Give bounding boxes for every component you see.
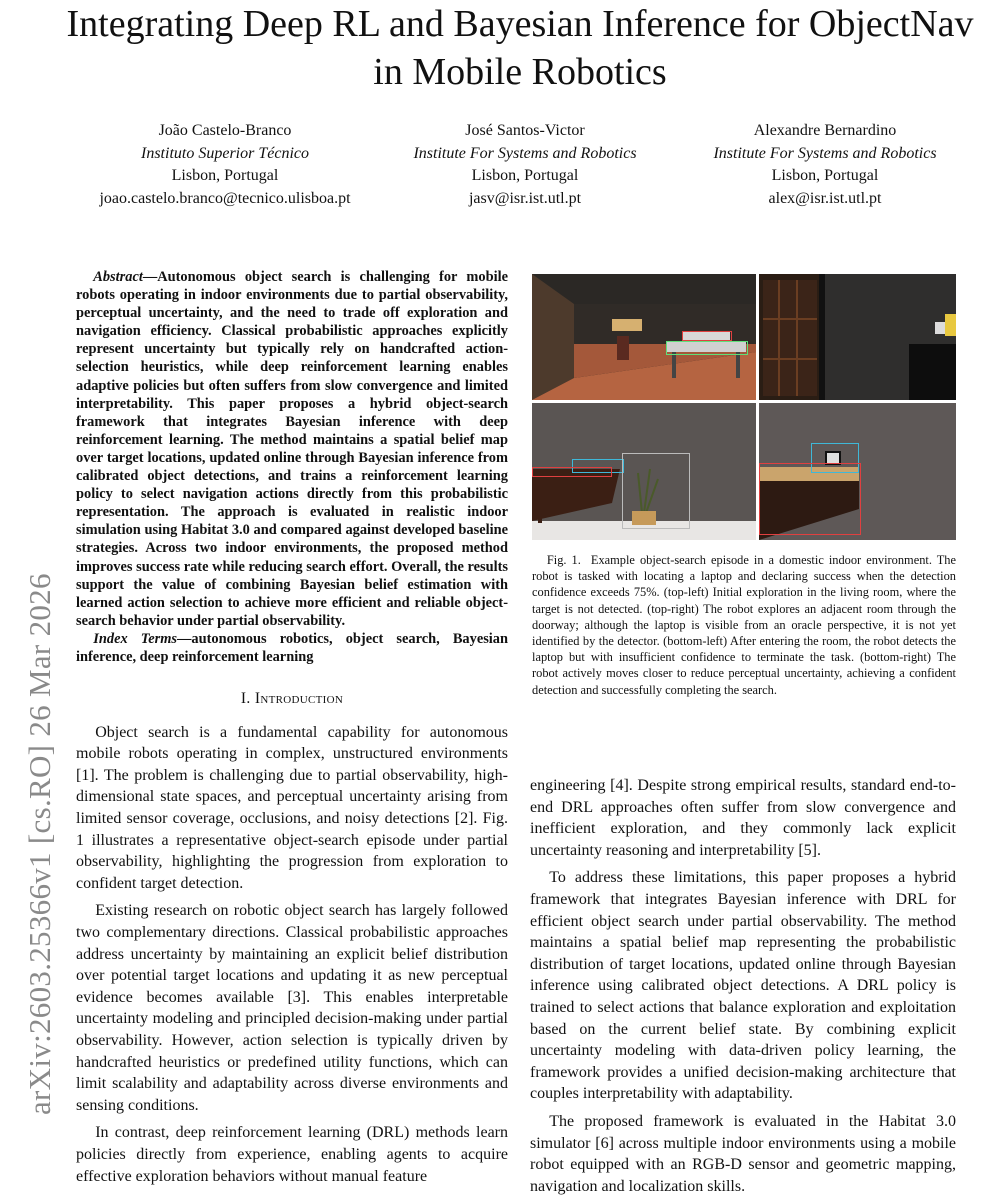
figure-panel-top-right [759, 274, 956, 400]
detection-box [682, 331, 732, 341]
detection-box [666, 341, 748, 355]
author-block [75, 120, 975, 210]
author-1 [75, 120, 375, 210]
author-location: Lisbon, Portugal [471, 167, 579, 184]
detection-box [622, 453, 690, 529]
section-number: I. [240, 690, 251, 708]
paragraph: In contrast, deep reinforcement learning (DRL) methods learn policies directly from experience, enabling agents to acquire effective exploration behaviors without manual feature [76, 1124, 508, 1185]
author-name: Alexandre Bernardino [753, 122, 897, 139]
author-affiliation: Institute For Systems and Robotics [413, 144, 637, 162]
author-affiliation: Institute For Systems and Robotics [713, 144, 937, 162]
author-2 [375, 120, 675, 210]
figure-panel-bottom-right [759, 403, 956, 540]
paragraph: Object search is a fundamental capability for autonomous mobile robots operating in complex, unstructured environments [1]. The problem is challenging due to partial observability, high-dimensional state spaces, and perceptual uncertainty arising from limited sensor coverage, occlusions, and noisy detections [2]. Fig. 1 illustrates a representative object-search episode under partial observability, highlighting the progression from exploration to confident target detection. [76, 723, 508, 892]
author-name: João Castelo-Branco [158, 122, 292, 139]
author-name: José Santos-Victor [465, 122, 585, 139]
paragraph: Existing research on robotic object search has largely followed two complementary directions. Classical probabilistic approaches address uncertainty by maintaining an explicit belief distribution over potential target locations and updating it as new perceptual evidence becomes available [3]. This enables interpretable uncertainty modeling and principled decision-making under partial observability. However, action selection is typically driven by handcrafted heuristics or predefined utility functions, which can limit scalability and adaptability across diverse environments and sensing conditions. [76, 902, 508, 1114]
author-affiliation: Instituto Superior Técnico [141, 144, 309, 162]
detection-box [759, 463, 861, 535]
author-email: jasv@isr.ist.utl.pt [468, 189, 582, 207]
section-title: Introduction [254, 690, 344, 708]
author-email: joao.castelo.branco@tecnico.ulisboa.pt [99, 189, 351, 207]
figure-1 [532, 274, 956, 540]
figure-panel-top-left [532, 274, 756, 400]
caption-label: Fig. 1. [546, 553, 581, 567]
paper-title: Integrating Deep RL and Bayesian Inference for ObjectNav in Mobile Robotics [66, 3, 974, 93]
index-terms-label: Index Terms [93, 630, 178, 647]
left-column [76, 268, 508, 1187]
right-column [530, 775, 956, 1197]
paragraph: To address these limitations, this paper proposes a hybrid framework that integrates Bayesian inference with DRL for efficient object search under partial observability. The method maintains a spatial belief map representing the probabilistic distribution of target locations, updated online through Bayesian inference using calibrated object detections. A DRL policy is trained to select actions that balance exploration and exploitation based on the current belief state. By combining explicit uncertainty modeling with data-driven policy learning, the framework provides a unified decision-making architecture that couples interpretability with adaptability. [530, 869, 956, 1103]
figure-caption [532, 552, 956, 698]
author-email: alex@isr.ist.utl.pt [768, 189, 882, 207]
doorway-render [759, 274, 956, 400]
paragraph: The proposed framework is evaluated in the Habitat 3.0 simulator [6] across multiple indoor environments using a mobile robot equipped with an RGB-D sensor and geometric mapping, navigation and localization skills. [530, 1112, 956, 1195]
detection-box [532, 467, 612, 477]
abstract [76, 268, 508, 630]
author-location: Lisbon, Portugal [771, 167, 879, 184]
figure-panel-bottom-left [532, 403, 756, 540]
abstract-text: —Autonomous object search is challenging for mobile robots operating in indoor environments due to partial observability, perceptual uncertainty, and the need to trade off exploration and navigation efficiency. Classical probabilistic approaches explicitly represent uncertainty but typically rely on handcrafted action-selection heuristics, while deep reinforcement learning enables adaptive policies but often suffers from slow convergence and limited interpretability. This paper proposes a hybrid object-search framework that integrates Bayesian inference with deep reinforcement learning. The method maintains a spatial belief map over target locations, updated online through Bayesian inference from calibrated object detections, and trains a reinforcement learning policy to select navigation actions directly from this probabilistic representation. The approach is evaluated in realistic indoor simulation using Habitat 3.0 and compared against developed baseline strategies. Across two indoor environments, the proposed method improves success rate while reducing search effort. Overall, the results support the value of combining Bayesian belief estimation with learned action selection to achieve more efficient and reliable object-search behavior under partial observability. [76, 269, 508, 629]
author-location: Lisbon, Portugal [171, 167, 279, 184]
index-terms [76, 630, 508, 666]
caption-text: Example object-search episode in a domestic indoor environment. The robot is tasked with locating a laptop and declaring success when the detection confidence exceeds 75%. (top-left) Initial exploration in the living room, where the target is not detected. (top-right) The robot explores an adjacent room through the doorway; although the laptop is visible from an oracle perspective, it is not yet identified by the detector. (bottom-left) After entering the room, the robot detects the laptop but with insufficient confidence to terminate the task. (bottom-right) The robot actively moves closer to reduce perceptual uncertainty, achieving a confident detection and successfully completing the search. [532, 553, 956, 697]
abstract-label: Abstract [93, 269, 143, 285]
paragraph: engineering [4]. Despite strong empirical results, standard end-to-end DRL approaches often suffer from slow convergence and inefficient exploration, and they commonly lack explicit uncertainty reasoning and interpretability [5]. [530, 777, 956, 859]
author-3 [675, 120, 975, 210]
arxiv-identifier: arXiv:2603.25366v1 [cs.RO] 26 Mar 2026 [22, 573, 57, 1115]
section-heading [76, 688, 508, 710]
index-terms-text: —autonomous robotics, object search, Bayesian inference, deep reinforcement learning [76, 630, 508, 665]
